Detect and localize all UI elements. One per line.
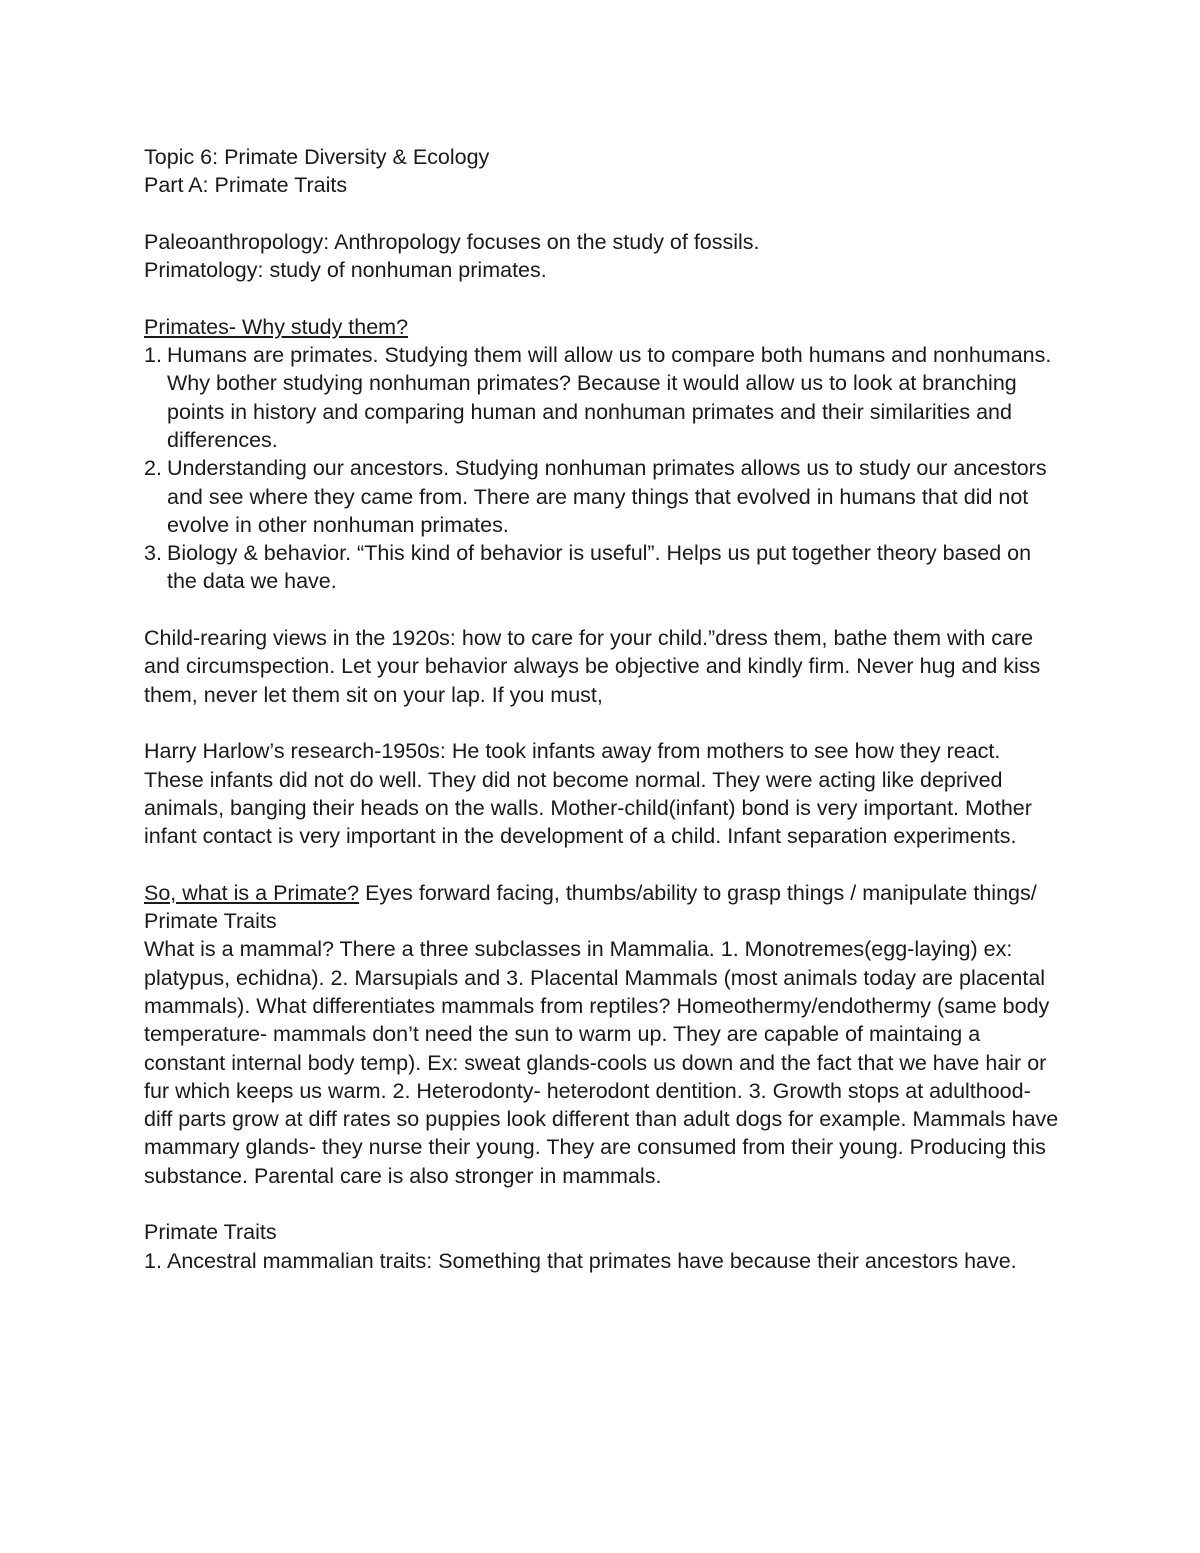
list-item-text: Understanding our ancestors. Studying nonhuman primates allows us to study our ancestors and see where they came from. There are many things that evolved in humans that did not evolve in other nonhuman primates.: [167, 456, 1047, 537]
list-item-number: 1.: [144, 1248, 162, 1273]
spacer: [144, 850, 1064, 878]
spacer: [144, 284, 1064, 312]
spacer: [144, 709, 1064, 737]
list-item: [144, 454, 1064, 539]
list-item-text: Ancestral mammalian traits: Something that primates have because their ancestors have.: [167, 1248, 1017, 1273]
what-is-primate-paragraph: [144, 879, 1064, 907]
list-item: [144, 1247, 1064, 1275]
primate-traits-paragraph: What is a mammal? There a three subclasses in Mammalia. 1. Monotremes(egg-laying) ex: platypus, echidna). 2. Marsupials and 3. Placental Mammals (most animals today are placental mammals). What differentiates mammals from reptiles? Homeothermy/endothermy (same body temperature- mammals don’t need the sun to warm up. They are capable of maintaing a constant internal body temp). Ex: sweat glands-cools us down and the fact that we have hair or fur which keeps us warm. 2. Heterodonty- heterodont dentition. 3. Growth stops at adulthood- diff parts grow at diff rates so puppies look different than adult dogs for example. Mammals have mammary glands- they nurse their young. They are consumed from their young. Producing this substance. Parental care is also stronger in mammals.: [144, 937, 1059, 1188]
document-page: [144, 143, 1064, 1275]
definition-paleoanthropology: Paleoanthropology: Anthropology focuses on the study of fossils.: [144, 229, 760, 254]
definition-primatology: Primatology: study of nonhuman primates.: [144, 258, 547, 283]
list-item-text: Humans are primates. Studying them will allow us to compare both humans and nonhumans. Why bother studying nonhuman primates? Because it would allow us to look at branching points in history and comparing human and nonhuman primates and their similarities and differences.: [167, 343, 1052, 452]
why-study-heading: Primates- Why study them?: [144, 314, 409, 339]
list-item: [144, 539, 1064, 596]
harlow-paragraph: Harry Harlow’s research-1950s: He took infants away from mothers to see how they react. These infants did not do well. They did not become normal. They were acting like deprived animals, banging their heads on the walls. Mother-child(infant) bond is very important. Mother infant contact is very important in the development of a child. Infant separation experiments.: [144, 739, 1032, 849]
what-is-primate-heading: So, what is a Primate?: [144, 880, 360, 905]
spacer: [144, 596, 1064, 624]
child-rearing-paragraph: Child-rearing views in the 1920s: how to care for your child.”dress them, bathe them with care and circumspection. Let your behavior always be objective and kindly firm. Never hug and kiss them, never let them sit on your lap. If you must,: [144, 626, 1041, 707]
primate-traits-heading-2: Primate Traits: [144, 1220, 277, 1245]
list-item-number: 3.: [144, 541, 162, 566]
what-is-primate-text: Eyes forward facing, thumbs/ability to grasp things / manipulate things/: [359, 880, 1037, 905]
spacer: [144, 200, 1064, 228]
list-item: [144, 341, 1064, 454]
list-item-text: Biology & behavior. “This kind of behavior is useful”. Helps us put together theory based on the data we have.: [167, 541, 1032, 594]
document-subtitle: Part A: Primate Traits: [144, 173, 348, 198]
document-title: Topic 6: Primate Diversity & Ecology: [144, 145, 490, 169]
list-item-number: 2.: [144, 456, 162, 481]
why-study-list: [144, 341, 1064, 596]
list-item-number: 1.: [144, 343, 162, 368]
spacer: [144, 1190, 1064, 1218]
primate-traits-heading: Primate Traits: [144, 909, 277, 934]
primate-traits-list: [144, 1247, 1064, 1275]
